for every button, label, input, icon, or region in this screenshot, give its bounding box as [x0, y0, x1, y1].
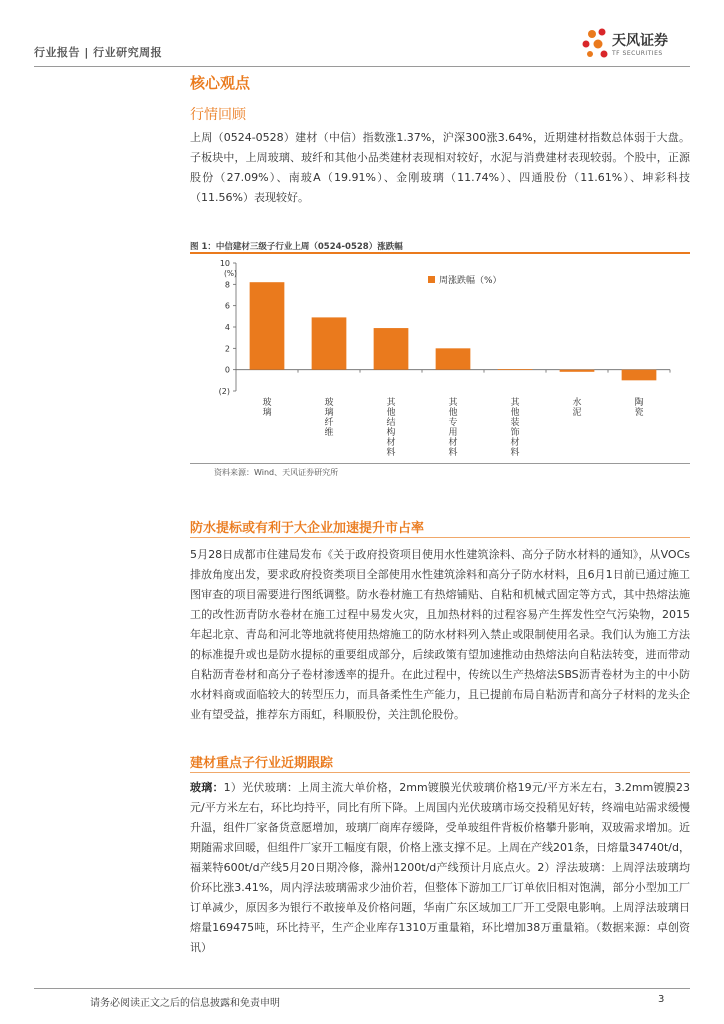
category-label-7: 陶瓷 [634, 398, 644, 418]
y-tick-label: 0 [224, 365, 230, 375]
core-view-title: 核心观点 [190, 74, 251, 92]
bar-6 [560, 370, 595, 372]
logo-text-cn: 天风证券 [612, 33, 668, 49]
header-divider [34, 66, 690, 67]
y-tick-label: 4 [224, 323, 230, 332]
page-number: 3 [658, 994, 665, 1005]
category-label-2: 玻璃纤维 [324, 398, 334, 438]
sub-industry-bar-chart [200, 255, 680, 460]
bar-2 [312, 317, 347, 369]
category-label-3: 其他结构材料 [386, 398, 396, 458]
figure-top-rule [190, 252, 690, 254]
report-type-label: 行业报告 | 行业研究周报 [34, 46, 163, 59]
legend-label: 周涨跌幅（%） [439, 276, 502, 286]
bar-7 [622, 370, 657, 381]
category-label-4: 其他专用材料 [448, 398, 458, 458]
bar-1 [250, 282, 285, 369]
figure-title: 图 1：中信建材三级子行业上周（0524-0528）涨跌幅 [190, 242, 403, 252]
y-tick-label: 6 [224, 301, 230, 311]
logo-mark-icon [583, 29, 608, 58]
y-unit-label: (%) [224, 269, 237, 278]
market-review-paragraph: 上周（0524-0528）建材（中信）指数涨1.37%，沪深300涨3.64%，近期建材指数总体弱于大盘。子板块中，上周玻璃、玻纤和其他小品类建材表现相对较好，水泥与消费建材表现较弱。个股中，正源股份（27.09%）、南玻A（19.91%）、金刚玻璃（11.74%）、四通股份（11.61%）、坤彩科技（11.56%）表现较好。 [190, 131, 690, 204]
glass-tracking-text: 1）光伏玻璃：上周主流大单价格，2mm镀膜光伏玻璃价格19元/平方米左右，3.2mm镀膜23元/平方米左右，环比均持平，同比有所下降。上周国内光伏玻璃市场交投稍见好转，终端电站需求缓慢升温，组件厂家备货意愿增加，玻璃厂商库存缓降，受单玻组件背板价格攀升影响，双玻需求增加。近期随需求回暖，但组件厂家开工幅度有限，价格上涨支撑不足。上周在产线201条，日熔量34740t/d，福莱特600t/d产线5月20日期冷修，滁州1200t/d产线预计月底点火。2）浮法玻璃：上周浮法玻璃均价环比涨3.41%，周内浮法玻璃需求少油价若，但整体下游加工厂订单依旧相对饱满，部分小型加工厂订单减少，原因多为银行不敢接单及价格问题，华南广东区域加工厂开工受限电影响。上周浮法玻璃日熔量169475吨，环比持平，生产企业库存1310万重量箱，环比增加38万重量箱。（数据来源：卓创资讯） [190, 781, 690, 954]
category-label-6: 水泥 [572, 398, 582, 418]
y-tick-label: 2 [224, 344, 230, 354]
y-tick-label: 10 [219, 259, 230, 268]
market-review-subtitle: 行情回顾 [190, 107, 246, 123]
footer-divider [34, 988, 690, 989]
footer-disclaimer: 请务必阅读正文之后的信息披露和免责申明 [90, 998, 280, 1009]
legend-swatch [428, 276, 435, 283]
waterproof-section-title: 防水提标或有利于大企业加速提升市占率 [190, 521, 425, 536]
tracking-section-title: 建材重点子行业近期跟踪 [190, 756, 334, 771]
category-label-5: 其他装饰材料 [510, 398, 520, 458]
figure-bottom-rule [190, 463, 690, 464]
waterproof-paragraph: 5月28日成都市住建局发布《关于政府投资项目使用水性建筑涂料、高分子防水材料的通知》，从VOCs排放角度出发，要求政府投资类项目全部使用水性建筑涂料和高分子防水材料，且6月1日前已通过施工图审查的项目需要进行图纸调整。防水卷材施工有热熔铺贴、自粘和机械式固定等方式，其中热熔法施工的改性沥青防水卷材在施工过程中易发火灾，且加热材料的过程容易产生挥发性空气污染物，2015年起北京、青岛和河北等地就将使用热熔施工的防水材料列入禁止或限制使用名录。我们认为施工方法的标准提升或也是防水提标的重要组成部分，后续政策有望加速推动由热熔法向自粘法转变，进而带动自粘沥青卷材和高分子卷材渗透率的提升。在此过程中，传统以生产热熔法SBS沥青卷材为主的中小防水材料商或面临较大的转型压力，而具备柔性生产能力，且已提前布局自粘沥青和高分子材料的龙头企业有望受益，推荐东方雨虹，科顺股份，关注凯伦股份。 [190, 548, 690, 721]
category-label-1: 玻璃 [262, 398, 272, 418]
figure-source: 资料来源：Wind、天风证券研究所 [214, 468, 339, 477]
glass-tracking-paragraph [190, 778, 690, 958]
bar-4 [436, 348, 471, 369]
waterproof-section-rule [190, 537, 690, 538]
tracking-section-rule [190, 772, 690, 773]
bar-3 [374, 328, 409, 370]
y-tick-label: (2) [218, 387, 230, 396]
glass-lead-label: 玻璃： [190, 781, 224, 794]
y-tick-label: 8 [224, 280, 230, 290]
logo-text-en: TF SECURITIES [612, 50, 663, 57]
bar-5 [498, 369, 533, 370]
